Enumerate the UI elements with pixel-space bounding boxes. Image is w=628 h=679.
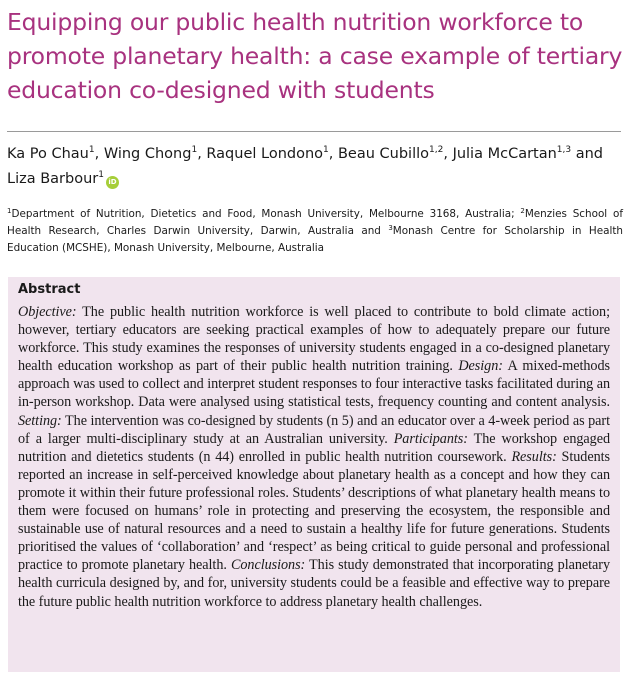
abstract-section-label: Participants: xyxy=(393,430,468,447)
abstract-box xyxy=(8,277,620,672)
author-affiliation-mark: 1 xyxy=(98,170,104,180)
author-list: Ka Po Chau$^1$, Wing Chong$^1$, Raquel Londono$^1$, Beau Cubillo$^{1,2}$, Julia McCartan$^{1,3}$ and Liza Barbour$^1$iD xyxy=(7,145,604,187)
abstract-section-text: The intervention was co-designed by students (n 5) and an educator over a 4-week period as part of a larger multi-disciplinary study at an Australian university. xyxy=(18,412,610,447)
author-affiliation-mark: 1 xyxy=(323,145,329,155)
abstract-section-text: Students reported an increase in self-perceived knowledge about planetary health as a concept and how they can promote it within their future professional roles. Students’ descriptions of what planetary health means to them were focused on humans’ role in protecting and preserving the ecosystem, the responsible and sustainable use of natural resources and a need to sustain a healthy life for future generations. Students prioritised the values of ‘collaboration’ and ‘respect’ as being critical to guide personal and professional practice to promote planetary health. xyxy=(18,448,610,574)
abstract-section-label: Setting: xyxy=(18,412,62,429)
author-affiliation-mark: 1,3 xyxy=(556,145,572,155)
abstract-section-label: Results: xyxy=(511,448,557,465)
author-affiliation-mark: 1 xyxy=(88,145,95,155)
author[interactable] xyxy=(206,146,328,162)
abstract-section-label: Conclusions: xyxy=(230,557,306,574)
orcid-icon[interactable]: iD xyxy=(106,176,119,189)
affiliation-text: Monash Centre for Scholarship in Health Education (MCSHE), Monash University, Melbourne, Australia xyxy=(7,225,623,254)
author[interactable] xyxy=(7,171,104,187)
author-affiliation-mark: 1,2 xyxy=(429,145,444,155)
author[interactable] xyxy=(338,146,443,162)
author-name: Beau Cubillo xyxy=(337,146,430,162)
abstract-section-text: A mixed-methods approach was used to collect and interpret student responses to four interactive tasks facilitated during an in-person workshop. Data were analysed using statistical tests, frequency counting and content analysis. xyxy=(18,358,610,411)
affiliation-number: 2 xyxy=(520,207,525,215)
author[interactable] xyxy=(104,146,197,162)
abstract-body xyxy=(18,303,610,611)
author[interactable] xyxy=(7,146,95,162)
affiliation-text: Menzies School of Health Research, Charles Darwin University, Darwin, Australia and xyxy=(7,208,623,237)
affiliation-number: 3 xyxy=(388,224,393,232)
abstract-heading: Abstract xyxy=(18,282,81,297)
author-name: Ka Po Chau xyxy=(7,146,89,162)
article-title: Equipping our public health nutrition workforce to promote planetary health: a case example of tertiary education co-designed with students xyxy=(7,8,623,104)
abstract-section-text: The public health nutrition workforce is well placed to contribute to bold climate action; however, tertiary educators are seeking practical examples of how to adequately prepare our future workforce. This study examines the responses of university students engaged in a co-designed planetary health education workshop as part of their public health nutrition training. xyxy=(18,304,610,375)
affiliation-number: 1 xyxy=(7,207,12,215)
affiliation-text: Department of Nutrition, Dietetics and Food, Monash University, Melbourne 3168, Australia; xyxy=(11,208,521,220)
author-and: and xyxy=(571,146,604,162)
title-divider xyxy=(7,131,621,132)
abstract-section-text: The workshop engaged nutrition and dietetics students (n 44) enrolled in public health nutrition coursework. xyxy=(18,430,611,465)
author-name: Julia McCartan xyxy=(452,146,557,162)
author-affiliation-mark: 1 xyxy=(191,145,198,155)
abstract-section-label: Design: xyxy=(458,358,503,375)
affiliations xyxy=(7,206,623,257)
author-name: Raquel Londono xyxy=(206,146,324,162)
abstract-section-label: Objective: xyxy=(18,304,77,320)
author-name: Liza Barbour xyxy=(7,171,99,187)
author-name: Wing Chong xyxy=(103,146,192,162)
abstract-section-text: This study demonstrated that incorporating planetary health curricula designed by, and for, university students could be a feasible and effective way to prepare the future public health nutrition workforce to address planetary health challenges. xyxy=(18,557,610,610)
author[interactable] xyxy=(453,146,572,162)
